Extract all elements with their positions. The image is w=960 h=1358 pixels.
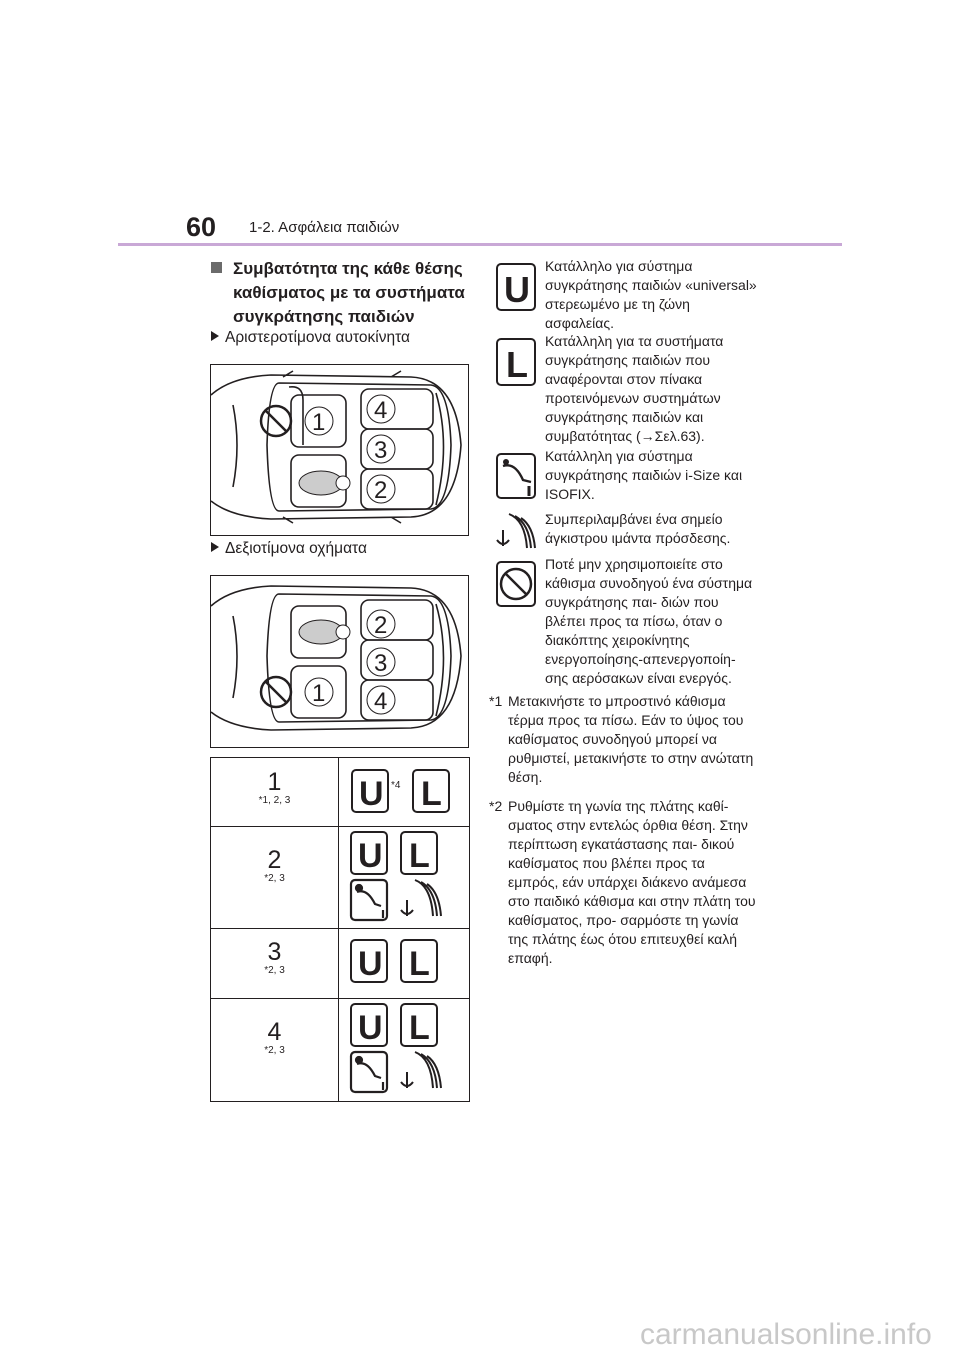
- u-icon: [352, 770, 388, 813]
- u-icon: [351, 1004, 387, 1047]
- table-row-seat-2: 2 *2, 3: [264, 846, 285, 884]
- lhd-seat-diagram: [210, 364, 469, 536]
- l-icon: [495, 337, 539, 389]
- svg-text:U: U: [504, 269, 530, 310]
- watermark: carmanualsonline.info: [640, 1318, 932, 1351]
- no-rear-facing-icon: [495, 560, 539, 610]
- svg-text:L: L: [409, 1009, 430, 1047]
- legend-no-rear-text: Ποτέ μην χρησιμοποιείτε στο κάθισμα συνοδηγού ένα σύστημα συγκράτησης παι- διών που βλέπει προς τα πίσω, όταν ο διακόπτης χειροκίνητης ενεργοποίησης-απενεργοποίη- σης αερόσακων είναι ενεργός.: [545, 556, 753, 686]
- l-icon: [401, 1004, 437, 1047]
- svg-text:1: 1: [312, 409, 326, 436]
- rhd-seat-diagram: [210, 575, 469, 748]
- svg-text:L: L: [409, 945, 430, 983]
- triangle-bullet-icon: [211, 542, 219, 552]
- svg-text:L: L: [409, 837, 430, 875]
- table-column-divider: [338, 758, 339, 1101]
- legend-u-text: Κατάλληλο για σύστημα συγκράτησης παιδιών «universal» στερεωμένο με τη ζώνη ασφαλείας.: [545, 258, 757, 331]
- isofix-isize-icon: [351, 880, 387, 920]
- row4-icons: [345, 1002, 465, 1098]
- isofix-isize-icon: [495, 452, 539, 502]
- legend-tether-text: Συμπεριλαμβάνει ένα σημείο άγκιστρου ιμάντα πρόσδεσης.: [545, 511, 731, 546]
- page-number: 60: [186, 212, 217, 242]
- table-row-seat-1: 1 *1, 2, 3: [258, 768, 291, 806]
- top-tether-icon: [401, 880, 441, 916]
- svg-text:2: 2: [374, 612, 388, 639]
- svg-text:U: U: [358, 945, 383, 983]
- legend-l-text: Κατάλληλη για τα συστήματα συγκράτησης παιδιών που αναφέρονται στον πίνακα προτεινόμενων συστημάτων συγκράτησης παιδιών και συμβατότητας (→Σελ.63).: [545, 333, 724, 444]
- legend-isofix-text: Κατάλληλη για σύστημα συγκράτησης παιδιών i-Size και ISOFIX.: [545, 448, 743, 502]
- page-heading: Συμβατότητα της κάθε θέσης καθίσματος με τα συστήματα συγκράτησης παιδιών: [211, 257, 481, 329]
- top-tether-icon: [495, 512, 539, 552]
- svg-text:U: U: [358, 1009, 383, 1047]
- square-bullet-icon: [211, 262, 222, 273]
- l-icon: [413, 770, 449, 813]
- svg-text:4: 4: [374, 688, 388, 715]
- lhd-subtitle: Αριστεροτίμονα αυτοκίνητα: [211, 329, 410, 347]
- row2-icons: [345, 830, 465, 926]
- svg-text:2: 2: [374, 477, 388, 504]
- footnote-2: *2 Ρυθμίστε τη γωνία της πλάτης καθί- σματος στην εντελώς όρθια θέση. Στην περίπτωση εγκατάστασης παι- δικού καθίσματος που βλέπει προς τα εμπρός, εάν υπάρχει διάκενο ανάμεσα στο παιδικό κάθισμα και στην πλάτη του καθίσματος, προ- σαρμόστε τη γωνία της πλάτης έως ότου επιτευχθεί καλή επαφή.: [489, 798, 756, 966]
- car-top-view-lhd: [211, 365, 468, 535]
- no-rear-facing-icon: [261, 406, 291, 436]
- header-rule: [118, 243, 842, 246]
- no-rear-facing-icon: [261, 677, 291, 707]
- svg-text:U: U: [359, 775, 384, 813]
- row1-icons: [351, 768, 463, 816]
- svg-text:U: U: [358, 837, 383, 875]
- row3-icons: [345, 938, 465, 988]
- l-icon: [401, 832, 437, 875]
- top-tether-icon: [401, 1052, 441, 1088]
- svg-text:1: 1: [312, 680, 326, 707]
- table-row-seat-4: 4 *2, 3: [264, 1018, 285, 1056]
- table-row-seat-3: 3 *2, 3: [264, 938, 285, 976]
- svg-text:3: 3: [374, 650, 388, 677]
- svg-text:L: L: [421, 775, 442, 813]
- svg-text:4: 4: [374, 397, 388, 424]
- footnote-1: *1 Μετακινήστε το μπροστινό κάθισμα τέρμα προς τα πίσω. Εάν το ύψος του καθίσματος συνοδηγού μπορεί να ρυθμιστεί, μετακινήστε το στην ανώτατη θέση.: [489, 693, 754, 785]
- svg-text:*4: *4: [391, 780, 401, 791]
- table-row-divider: [211, 998, 469, 999]
- isofix-isize-icon: [351, 1052, 387, 1092]
- svg-text:L: L: [506, 344, 528, 385]
- l-icon: [401, 940, 437, 983]
- compatibility-table: [210, 757, 470, 1102]
- triangle-bullet-icon: [211, 331, 219, 341]
- u-icon: [495, 262, 539, 314]
- u-icon: [351, 832, 387, 875]
- u-icon: [351, 940, 387, 983]
- car-top-view-rhd: [211, 576, 468, 747]
- table-row-divider: [211, 826, 469, 827]
- svg-text:3: 3: [374, 437, 388, 464]
- section-title: 1-2. Ασφάλεια παιδιών: [249, 219, 400, 236]
- table-row-divider: [211, 928, 469, 929]
- rhd-subtitle: Δεξιοτίμονα οχήματα: [211, 540, 367, 558]
